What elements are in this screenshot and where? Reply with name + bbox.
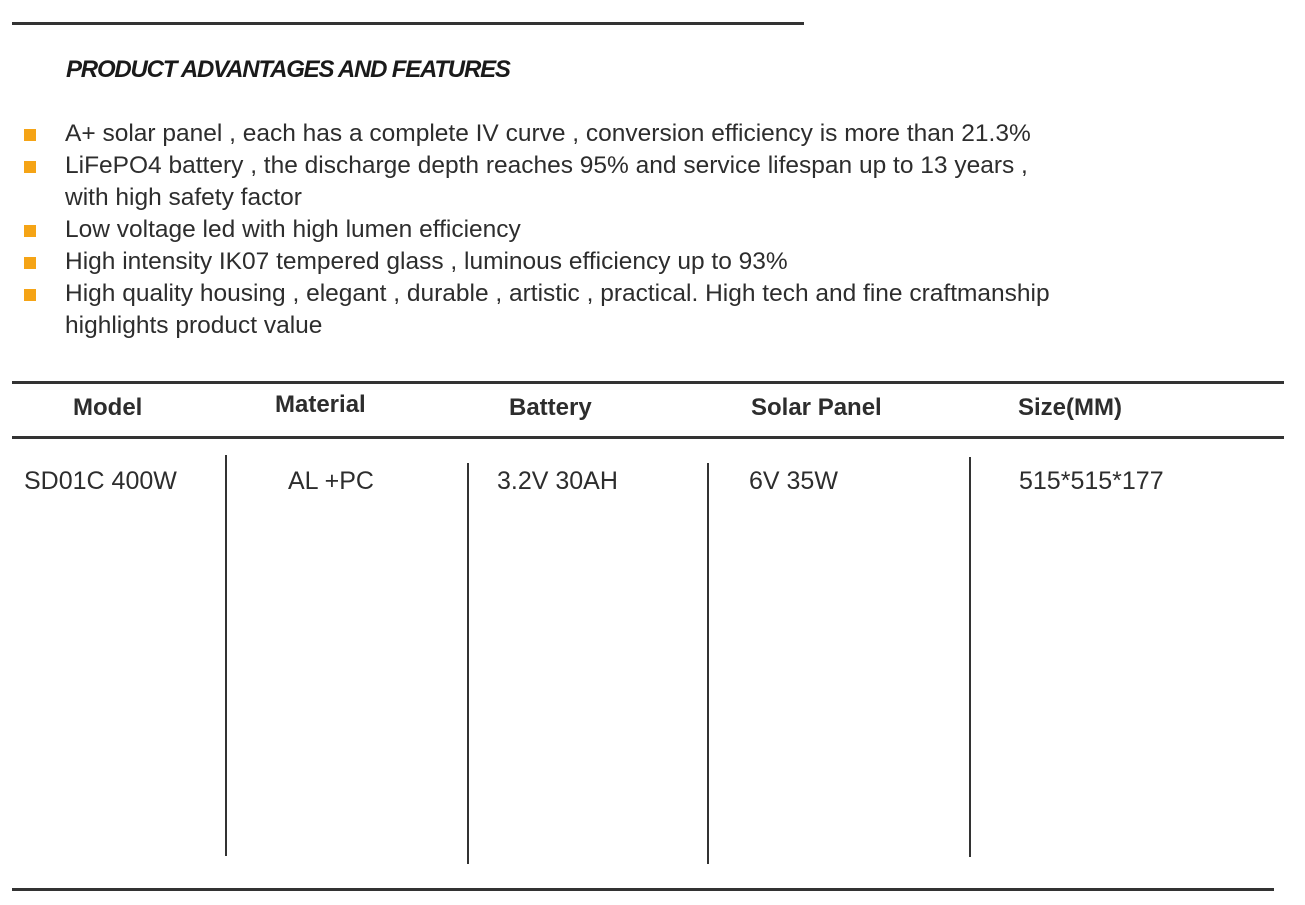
- header-size: Size(MM): [1018, 394, 1122, 421]
- feature-text: A+ solar panel , each has a complete IV curve , conversion efficiency is more than 21.3%: [65, 120, 1031, 147]
- square-bullet-icon: [24, 161, 36, 173]
- square-bullet-icon: [24, 129, 36, 141]
- header-material: Material: [275, 391, 366, 418]
- list-item: [0, 278, 1290, 342]
- cell-battery: 3.2V 30AH: [497, 467, 618, 495]
- top-divider: [12, 22, 804, 25]
- features-list: [0, 118, 1290, 342]
- column-divider: [969, 457, 971, 857]
- list-item: [0, 246, 1290, 278]
- header-model: Model: [73, 394, 143, 421]
- column-divider: [707, 463, 709, 864]
- cell-material: AL +PC: [288, 467, 374, 495]
- table-bottom-border: [12, 888, 1274, 891]
- column-divider: [467, 463, 469, 864]
- header-divider: [12, 436, 1284, 439]
- cell-size: 515*515*177: [1019, 467, 1164, 495]
- list-item: [0, 118, 1290, 150]
- feature-text: LiFePO4 battery , the discharge depth reaches 95% and service lifespan up to 13 years ,: [65, 152, 1028, 179]
- column-divider: [225, 455, 227, 856]
- square-bullet-icon: [24, 225, 36, 237]
- section-title: PRODUCT ADVANTAGES AND FEATURES: [66, 56, 510, 83]
- header-battery: Battery: [509, 394, 592, 421]
- list-item: [0, 150, 1290, 214]
- feature-text: High intensity IK07 tempered glass , luminous efficiency up to 93%: [65, 248, 788, 275]
- feature-text: Low voltage led with high lumen efficiency: [65, 216, 521, 243]
- header-solar-panel: Solar Panel: [751, 394, 882, 421]
- cell-model: SD01C 400W: [24, 467, 177, 495]
- cell-solar-panel: 6V 35W: [749, 467, 838, 495]
- list-item: [0, 214, 1290, 246]
- feature-text: High quality housing , elegant , durable , artistic , practical. High tech and fine craftmanship: [65, 280, 1050, 307]
- feature-text-continued: highlights product value: [65, 312, 323, 339]
- square-bullet-icon: [24, 289, 36, 301]
- square-bullet-icon: [24, 257, 36, 269]
- table-top-border: [12, 381, 1284, 384]
- feature-text-continued: with high safety factor: [65, 184, 302, 211]
